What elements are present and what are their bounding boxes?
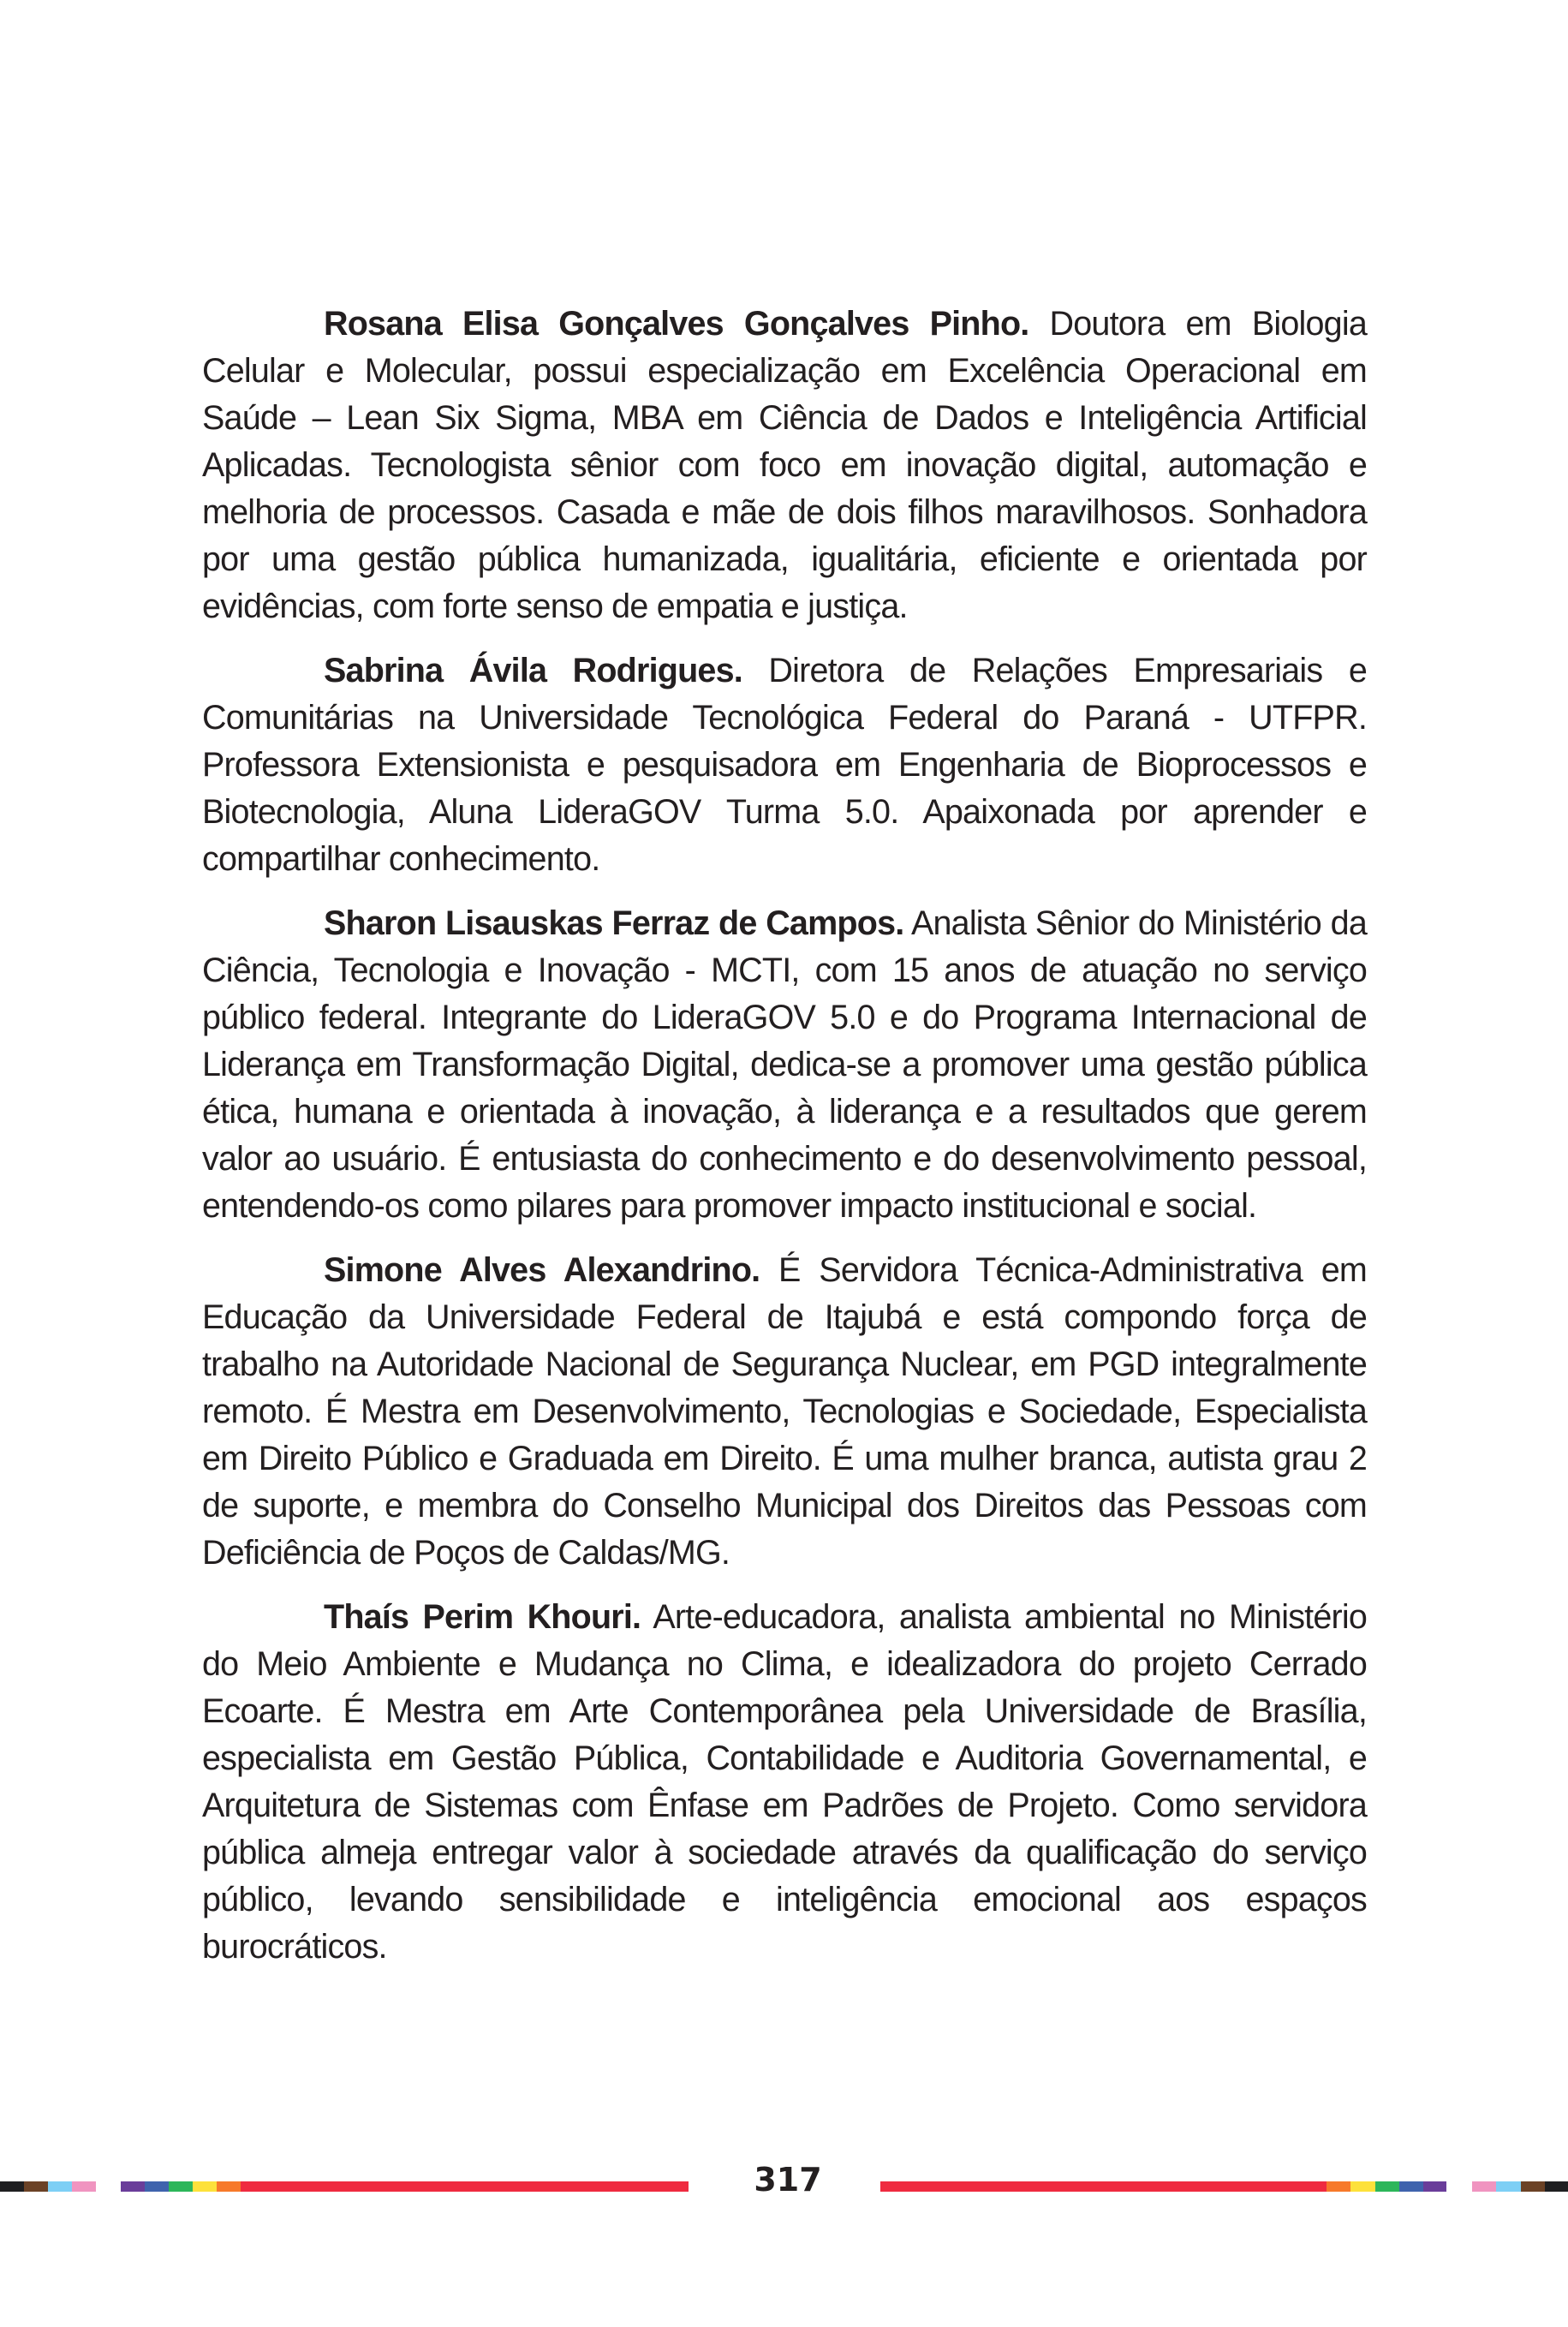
color-swatch-black [0,2181,24,2192]
bio-text: Arte-educadora, analista ambiental no Ministério do Meio Ambiente e Mudança no Clima, e idealizadora do projeto Cerrado Ecoarte. É Mestra em Arte Contemporânea pela Universidade de Brasília, especialista em Gestão Pública, Contabilidade e Auditoria Governamental, e Arquitetura de Sistemas com Ênfase em Padrões de Projeto. Como servidora pública almeja entregar valor à sociedade através da qualificação do serviço público, levando sensibilidade e inteligência emocional aos espaços burocráticos. [202,1598,1367,1966]
color-swatch-green [169,2181,193,2192]
bio-list [202,301,1367,1988]
bio-text: Diretora de Relações Empresariais e Comunitárias na Universidade Tecnológica Federal do Paraná - UTFPR. Professora Extensionista e pesquisadora em Engenharia de Bioprocessos e Biotecnologia, Aluna LideraGOV Turma 5.0. Apaixonada por aprender e compartilhar conhecimento. [202,652,1367,878]
bio-name: Rosana Elisa Gonçalves Gonçalves Pinho. [324,305,1029,343]
bio-paragraph-sabrina [202,647,1367,883]
color-swatch-blue [145,2181,169,2192]
color-swatch-orange [1327,2181,1350,2192]
bio-name: Sabrina Ávila Rodrigues. [324,652,742,689]
bio-text: É Servidora Técnica-Administrativa em Educação da Universidade Federal de Itajubá e está compondo força de trabalho na Autoridade Nacional de Segurança Nuclear, em PGD integralmente remoto. É Mestra em Desenvolvimento, Tecnologias e Sociedade, Especialista em Direito Público e Graduada em Direito. É uma mulher branca, autista grau 2 de suporte, e membra do Conselho Municipal dos Direitos das Pessoas com Deficiência de Poços de Caldas/MG. [202,1251,1367,1572]
color-swatch-yellow [193,2181,217,2192]
color-swatch-blue [1399,2181,1423,2192]
bio-paragraph-rosana [202,301,1367,630]
page-number: 317 [754,2161,822,2199]
color-swatch-purple [121,2181,145,2192]
bio-name: Thaís Perim Khouri. [324,1598,641,1636]
bio-name: Sharon Lisauskas Ferraz de Campos. [324,904,904,942]
red-rule-right [880,2181,1327,2192]
color-swatch-black [1545,2181,1568,2192]
bio-paragraph-sharon [202,900,1367,1230]
color-swatch-pink [1472,2181,1496,2192]
color-swatch-light-blue [1496,2181,1521,2192]
color-swatch-orange [217,2181,241,2192]
color-swatch-brown [24,2181,48,2192]
bio-paragraph-simone [202,1247,1367,1577]
color-swatch-yellow [1350,2181,1375,2192]
color-swatch-brown [1521,2181,1545,2192]
red-rule-left [241,2181,689,2192]
color-swatch-green [1375,2181,1399,2192]
bio-text: Doutora em Biologia Celular e Molecular, possui especialização em Excelência Operacional em Saúde – Lean Six Sigma, MBA em Ciência de Dados e Inteligência Artificial Aplicadas. Tecnologista sênior com foco em inovação digital, automação e melhoria de processos. Casada e mãe de dois filhos maravilhosos. Sonhadora por uma gestão pública humanizada, igualitária, eficiente e orientada por evidências, com forte senso de empatia e justiça. [202,305,1367,625]
bio-text: Analista Sênior do Ministério da Ciência, Tecnologia e Inovação - MCTI, com 15 anos de atuação no serviço público federal. Integrante do LideraGOV 5.0 e do Programa Internacional de Liderança em Transformação Digital, dedica-se a promover uma gestão pública ética, humana e orientada à inovação, à liderança e a resultados que gerem valor ao usuário. É entusiasta do conhecimento e do desenvolvimento pessoal, entendendo-os como pilares para promover impacto institucional e social. [202,904,1367,1225]
color-swatch-pink [72,2181,96,2192]
bio-paragraph-thais [202,1594,1367,1971]
color-swatch-light-blue [48,2181,72,2192]
color-swatch-purple [1423,2181,1446,2192]
bio-name: Simone Alves Alexandrino. [324,1251,760,1289]
